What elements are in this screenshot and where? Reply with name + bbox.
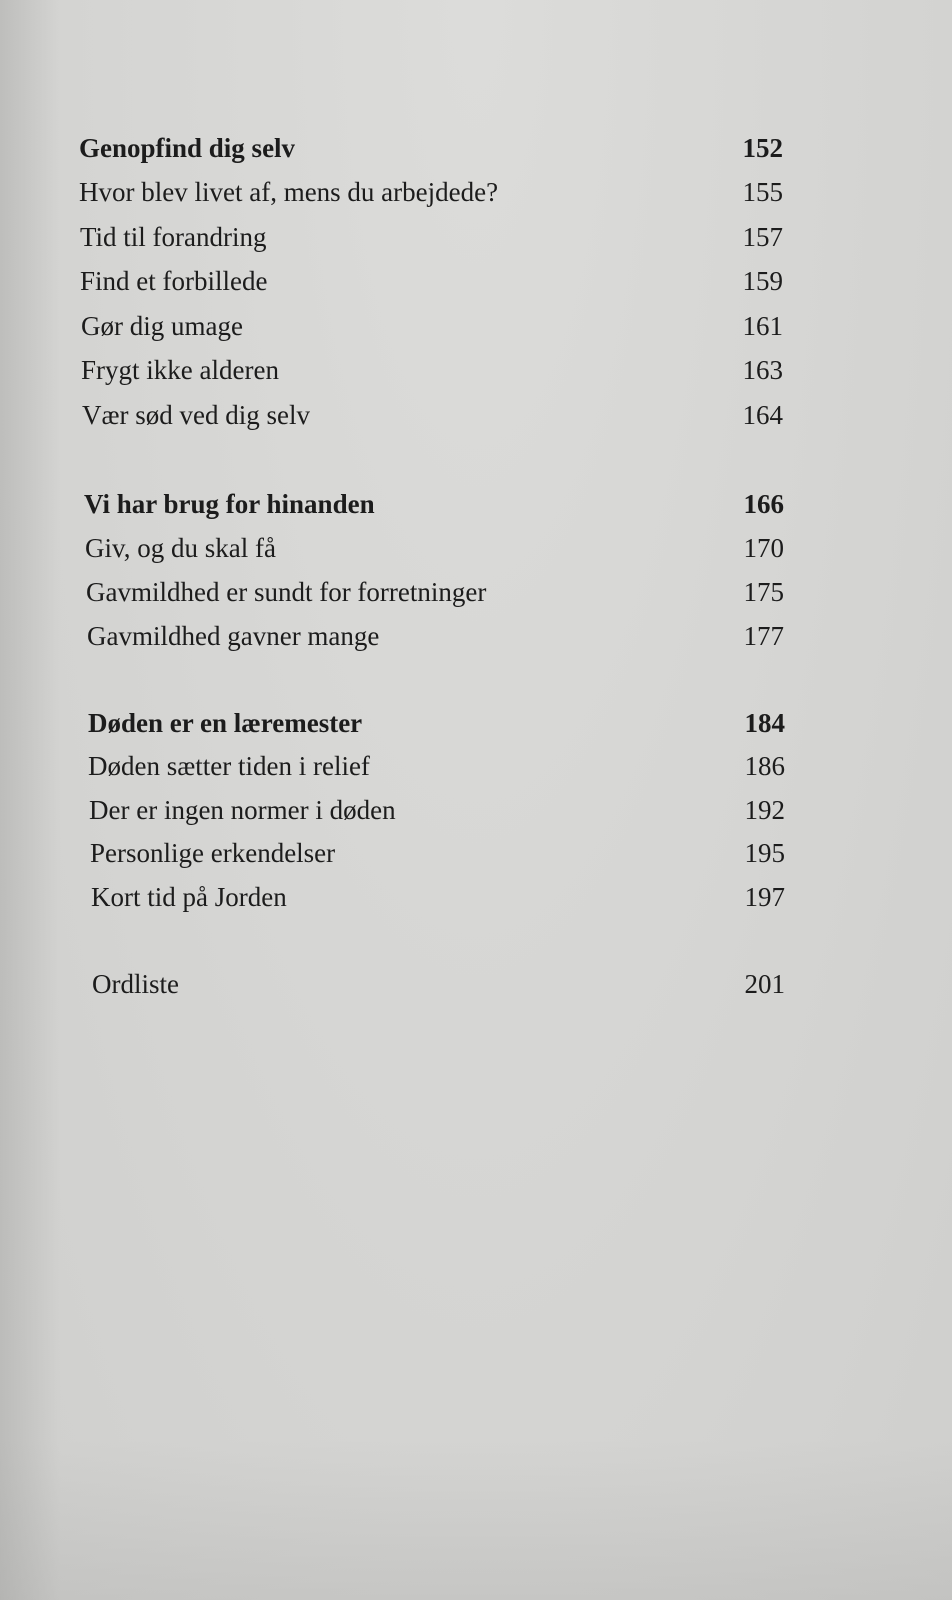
toc-heading-page: 152 — [742, 133, 783, 163]
toc-entry-title: Der er ingen normer i døden — [89, 795, 396, 825]
toc-entry-title: Personlige erkendelser — [90, 838, 336, 868]
toc-entry — [79, 172, 783, 212]
toc-entry-page: 186 — [744, 751, 785, 781]
toc-entry — [91, 877, 785, 917]
toc-heading-title: Genopfind dig selv — [79, 133, 296, 163]
toc-entry-title: Vær sød ved dig selv — [82, 400, 310, 430]
toc-section-heading — [88, 703, 785, 743]
toc-entry-title: Døden sætter tiden i relief — [88, 751, 370, 781]
toc-entry-title: Find et forbillede — [80, 266, 268, 296]
toc-heading-page: 184 — [744, 708, 785, 738]
toc-entry — [87, 616, 784, 656]
toc-entry-title: Tid til forandring — [80, 222, 267, 252]
toc-entry-title: Frygt ikke alderen — [81, 355, 279, 385]
toc-entry-title: Hvor blev livet af, mens du arbejdede? — [79, 177, 499, 207]
toc-entry — [88, 746, 785, 786]
toc-glossary-page: 201 — [744, 969, 785, 999]
toc-entry-title: Kort tid på Jorden — [91, 882, 287, 912]
toc-entry-page: 155 — [742, 177, 783, 207]
toc-heading-title: Døden er en læremester — [88, 708, 363, 738]
toc-entry-page: 192 — [744, 795, 785, 825]
toc-glossary — [92, 964, 785, 1004]
toc-entry-page: 175 — [743, 577, 784, 607]
toc-entry-page: 195 — [744, 838, 785, 868]
toc-entry-title: Giv, og du skal få — [85, 533, 276, 563]
toc-entry-page: 159 — [742, 266, 783, 296]
toc-entry — [89, 790, 785, 830]
toc-entry-page: 170 — [743, 533, 784, 563]
toc-entry — [80, 261, 783, 301]
toc-entry-page: 163 — [742, 355, 783, 385]
toc-entry-title: Gavmildhed gavner mange — [87, 621, 380, 651]
toc-entry-page: 157 — [742, 222, 783, 252]
toc-heading-title: Vi har brug for hinanden — [84, 489, 375, 519]
toc-section-heading — [79, 128, 783, 168]
toc-entry-title: Gavmildhed er sundt for forretninger — [86, 577, 487, 607]
toc-entry — [85, 528, 784, 568]
toc-entry — [81, 306, 783, 346]
toc-entry-page: 161 — [742, 311, 783, 341]
toc-heading-page: 166 — [743, 489, 784, 519]
toc-entry — [90, 833, 785, 873]
toc-entry-page: 177 — [743, 621, 784, 651]
toc-entry — [82, 395, 783, 435]
toc-section-heading — [84, 484, 784, 524]
toc-entry-title: Gør dig umage — [81, 311, 243, 341]
toc-entry-page: 164 — [742, 400, 783, 430]
toc-entry — [80, 217, 783, 257]
toc-entry-page: 197 — [744, 882, 785, 912]
toc-entry — [86, 572, 784, 612]
toc-glossary-title: Ordliste — [92, 969, 179, 999]
toc-entry — [81, 350, 783, 390]
